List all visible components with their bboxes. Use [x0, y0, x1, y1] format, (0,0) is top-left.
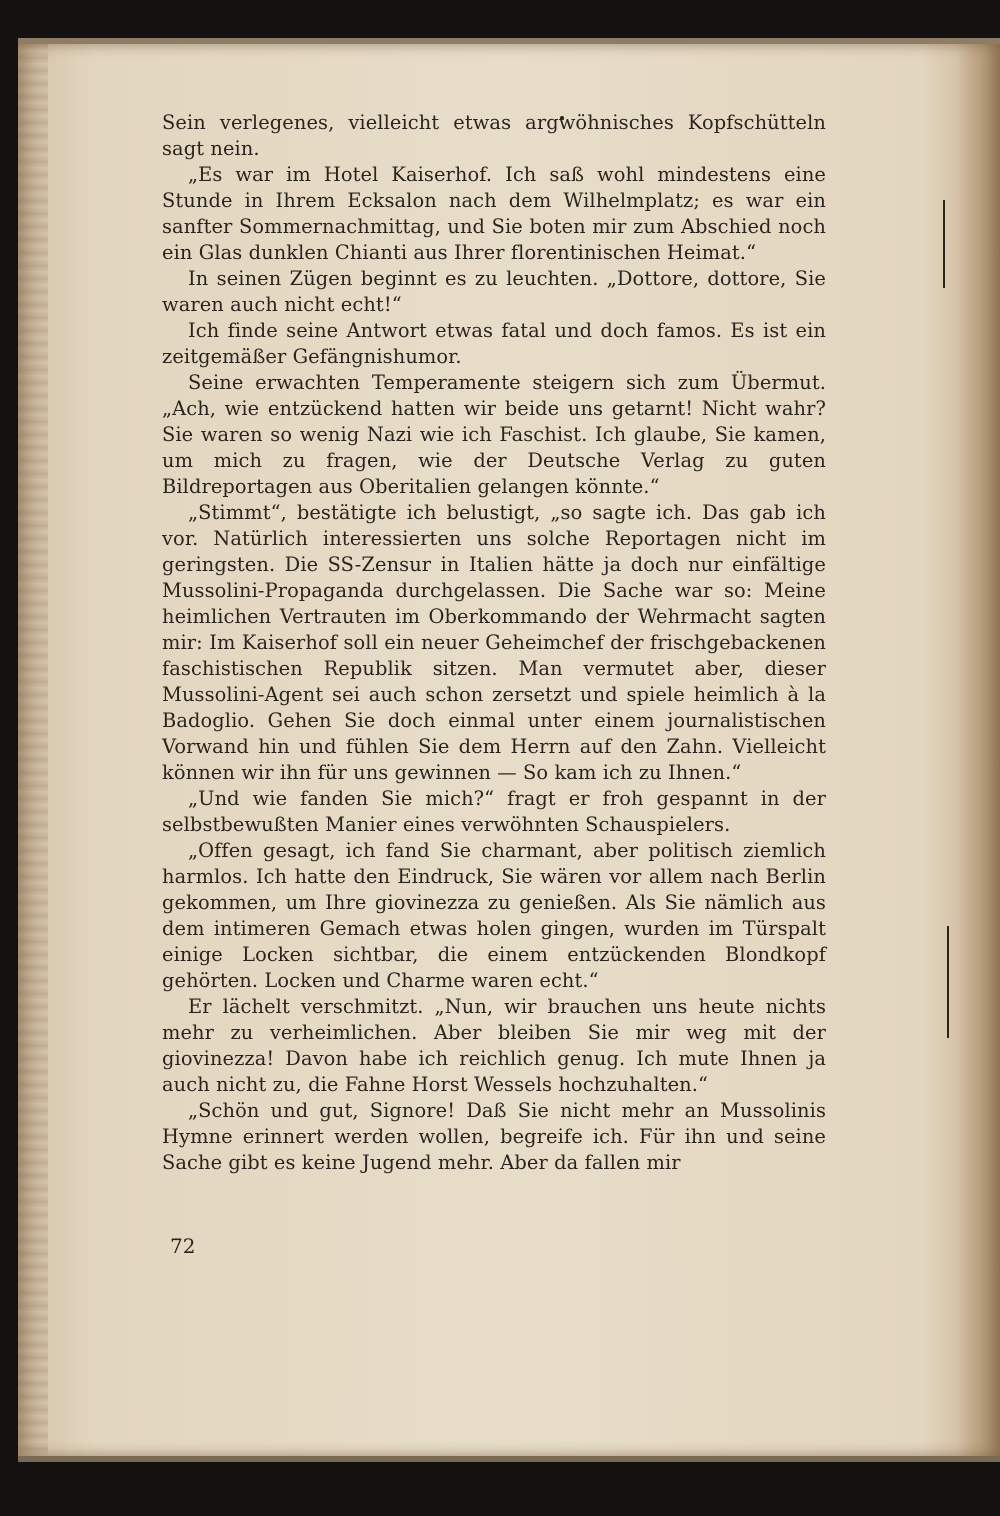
page-number: 72: [170, 1234, 196, 1258]
paragraph: „Offen gesagt, ich fand Sie charmant, aber politisch ziemlich harmlos. Ich hatte den Eindruck, Sie wären vor allem nach Berlin gekommen, um Ihre giovinezza zu genießen. Als Sie nämlich aus dem intimeren Gemach etwas holen gingen, wurden im Türspalt einige Locken sichtbar, die einem entzückenden Blondkopf gehörten. Locken und Charme waren echt.“: [162, 839, 826, 992]
paragraph: In seinen Zügen beginnt es zu leuchten. „Dottore, dottore, Sie waren auch nicht echt!“: [162, 267, 826, 316]
paragraph: „Und wie fanden Sie mich?“ fragt er froh gespannt in der selbstbewußten Manier eines verwöhnten Schauspielers.: [162, 787, 826, 836]
book-spine-shadow: [956, 44, 1000, 1456]
body-text: [162, 110, 826, 1176]
margin-line-mark: [943, 200, 945, 288]
paragraph: „Schön und gut, Signore! Daß Sie nicht mehr an Mussolinis Hymne erinnert werden wollen, begreife ich. Für ihn und seine Sache gibt es keine Jugend mehr. Aber da fallen mir: [162, 1099, 826, 1174]
paragraph: Er lächelt verschmitzt. „Nun, wir brauchen uns heute nichts mehr zu verheimlichen. Aber bleiben Sie mir weg mit der giovinezza! Davon habe ich reichlich genug. Ich mute Ihnen ja auch nicht zu, die Fahne Horst Wessels hochzuhalten.“: [162, 995, 826, 1096]
page-edge-left: [18, 44, 48, 1456]
paragraph: Sein verlegenes, vielleicht etwas argwöhnisches Kopfschütteln sagt nein.: [162, 111, 826, 160]
paragraph: Ich finde seine Antwort etwas fatal und doch famos. Es ist ein zeitgemäßer Gefängnishumor.: [162, 319, 826, 368]
paragraph: „Es war im Hotel Kaiserhof. Ich saß wohl mindestens eine Stunde in Ihrem Ecksalon nach dem Wilhelmplatz; es war ein sanfter Sommernachmittag, und Sie boten mir zum Abschied noch ein Glas dunklen Chianti aus Ihrer florentinischen Heimat.“: [162, 163, 826, 264]
paragraph: „Stimmt“, bestätigte ich belustigt, „so sagte ich. Das gab ich vor. Natürlich interessierten uns solche Reportagen nicht im geringsten. Die SS-Zensur in Italien hätte ja doch nur einfältige Mussolini-Propaganda durchgelassen. Die Sache war so: Meine heimlichen Vertrauten im Oberkommando der Wehrmacht sagten mir: Im Kaiserhof soll ein neuer Geheimchef der frischgebackenen faschistischen Republik sitzen. Man vermutet aber, dieser Mussolini-Agent sei auch schon zersetzt und spiele heimlich à la Badoglio. Gehen Sie doch einmal unter einem journalistischen Vorwand hin und fühlen Sie dem Herrn auf den Zahn. Vielleicht können wir ihn für uns gewinnen — So kam ich zu Ihnen.“: [162, 501, 826, 784]
paragraph: Seine erwachten Temperamente steigern sich zum Übermut. „Ach, wie entzückend hatten wir beide uns getarnt! Nicht wahr? Sie waren so wenig Nazi wie ich Faschist. Ich glaube, Sie kamen, um mich zu fragen, wie der Deutsche Verlag zu guten Bildreportagen aus Oberitalien gelangen könnte.“: [162, 371, 826, 498]
margin-line-mark: [947, 926, 949, 1038]
